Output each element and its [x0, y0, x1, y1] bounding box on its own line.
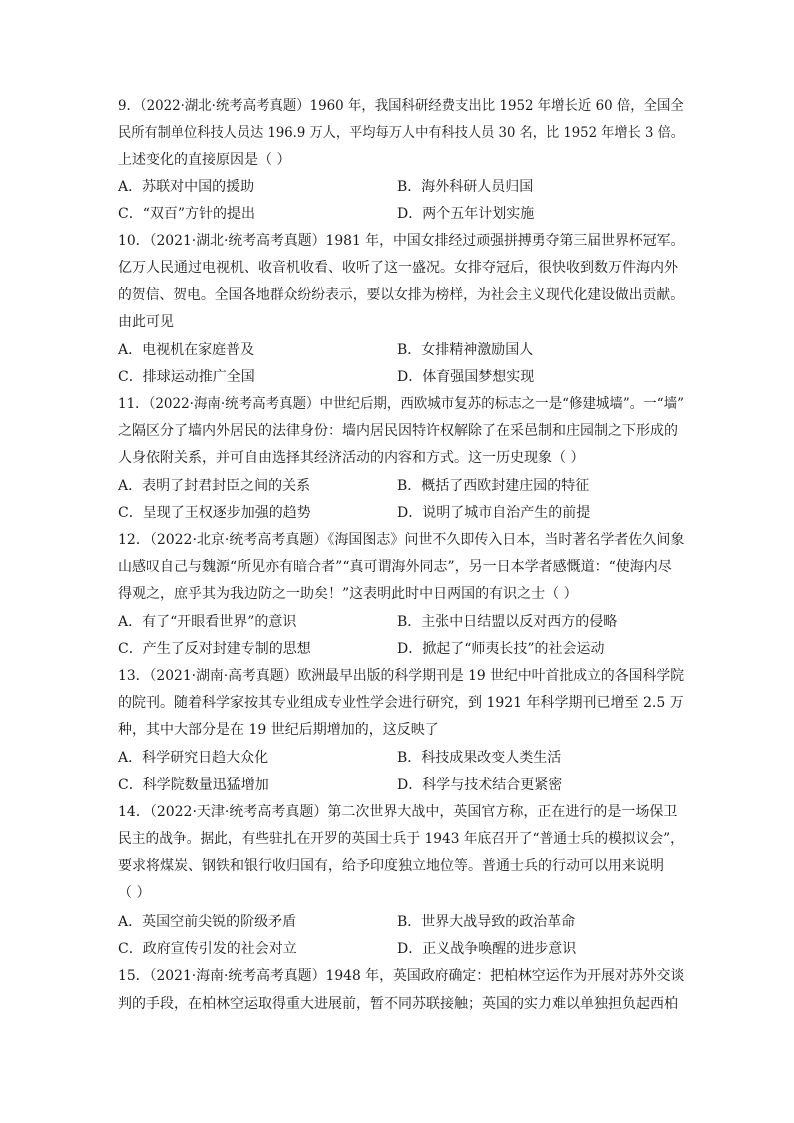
option-d[interactable]: D．体育强国梦想实现 [397, 369, 535, 385]
option-a[interactable]: A．科学研究日趋大众化 [118, 750, 269, 766]
question-text-line: 民主的战争。据此，有些驻扎在开罗的英国士兵于 1943 年底召开了“普通士兵的模拟议会”， [118, 831, 684, 847]
option-c[interactable]: C．产生了反对封建专制的思想 [118, 641, 311, 657]
question-text-line: 得观之，庶乎其为我边防之一助矣！”这表明此时中日两国的有识之士（ ） [118, 586, 578, 602]
option-d[interactable]: D．说明了城市自治产生的前提 [397, 505, 591, 521]
option-c[interactable]: C．政府宣传引发的社会对立 [118, 941, 297, 957]
question-text-line: 10．（2021·湖北·统考高考真题）1981 年，中国女排经过顽强拼搏勇夺第三届世界杯冠军。 [118, 233, 685, 249]
option-a[interactable]: A．表明了封君封臣之间的关系 [118, 478, 311, 494]
question-text-line: 判的手段，在柏林空运取得重大进展前，暂不同苏联接触；英国的实力难以单独担负起西柏 [118, 996, 678, 1012]
question-text-line: 13．（2021·湖南·高考真题）欧洲最早出版的科学期刊是 19 世纪中叶首批成立的各国科学院 [118, 668, 685, 684]
option-c[interactable]: C．“双百”方针的提出 [118, 206, 256, 222]
option-b[interactable]: B．女排精神激励国人 [397, 342, 534, 358]
option-c[interactable]: C．排球运动推广全国 [118, 369, 255, 385]
question-text-line: 民所有制单位科技人员达 196.9 万人，平均每万人中有科技人员 30 名，比 1952 年增长 3 倍。 [118, 125, 685, 141]
question-text-line: 15．（2021·海南·统考高考真题）1948 年，英国政府确定：把柏林空运作为开展对苏外交谈 [118, 968, 685, 984]
option-b[interactable]: B．海外科研人员归国 [397, 179, 534, 195]
question-text-line: 之隔区分了墙内外居民的法律身份：墙内居民因特许权解除了在采邑制和庄园制之下形成的 [118, 423, 678, 439]
option-b[interactable]: B．概括了西欧封建庄园的特征 [397, 478, 590, 494]
option-a[interactable]: A．电视机在家庭普及 [118, 342, 255, 358]
question-text-line: 的院刊。随着科学家按其专业组成专业性学会进行研究，到 1921 年科学期刊已增至 2.5 万 [118, 695, 684, 711]
question-text-line: 人身依附关系，并可自由选择其经济活动的内容和方式。这一历史现象（ ） [118, 450, 585, 466]
option-d[interactable]: D．科学与技术结合更紧密 [397, 777, 563, 793]
question-text-line: 12．（2022·北京·统考高考真题）《海国图志》问世不久即传入日本，当时著名学者佐久间象 [118, 532, 685, 548]
question-text-line: 14．（2022·天津·统考高考真题）第二次世界大战中，英国官方称，正在进行的是一场保卫 [118, 804, 678, 820]
question-text-line: 由此可见 [118, 314, 174, 330]
question-text-line: 的贺信、贺电。全国各地群众纷纷表示，要以女排为榜样，为社会主义现代化建设做出贡献。 [118, 287, 685, 303]
option-a[interactable]: A．苏联对中国的援助 [118, 179, 255, 195]
option-a[interactable]: A．有了“开眼看世界”的意识 [118, 614, 297, 630]
question-text-line: 亿万人民通过电视机、收音机收看、收听了这一盛况。女排夺冠后，很快收到数万件海内外 [118, 260, 678, 276]
option-c[interactable]: C．科学院数量迅猛增加 [118, 777, 269, 793]
question-text-line: 山感叹自己与魏源“所见亦有暗合者”“真可谓海外同志”，另一日本学者感慨道：“使海内尽 [118, 559, 672, 575]
option-c[interactable]: C．呈现了王权逐步加强的趋势 [118, 505, 311, 521]
question-text-line: 9．（2022·湖北·统考高考真题）1960 年，我国科研经费支出比 1952 年增长近 60 倍，全国全 [118, 98, 684, 114]
option-b[interactable]: B．科技成果改变人类生活 [397, 750, 562, 766]
option-d[interactable]: D．两个五年计划实施 [397, 206, 535, 222]
question-text-line: 种，其中大部分是在 19 世纪后期增加的，这反映了 [118, 722, 439, 738]
question-text-line: 上述变化的直接原因是（ ） [118, 152, 291, 168]
option-d[interactable]: D．正义战争唤醒的进步意识 [397, 941, 577, 957]
question-text-line: 11．（2022·海南·统考高考真题）中世纪后期，西欧城市复苏的标志之一是“修建城墙”。一“墙” [118, 396, 684, 412]
option-a[interactable]: A．英国空前尖锐的阶级矛盾 [118, 914, 297, 930]
option-b[interactable]: B．主张中日结盟以反对西方的侵略 [397, 614, 618, 630]
option-b[interactable]: B．世界大战导致的政治革命 [397, 914, 576, 930]
question-text-line: （ ） [118, 885, 151, 901]
option-d[interactable]: D．掀起了“师夷长技”的社会运动 [397, 641, 605, 657]
question-text-line: 要求将煤炭、钢铁和银行收归国有，给予印度独立地位等。普通士兵的行动可以用来说明 [118, 858, 664, 874]
